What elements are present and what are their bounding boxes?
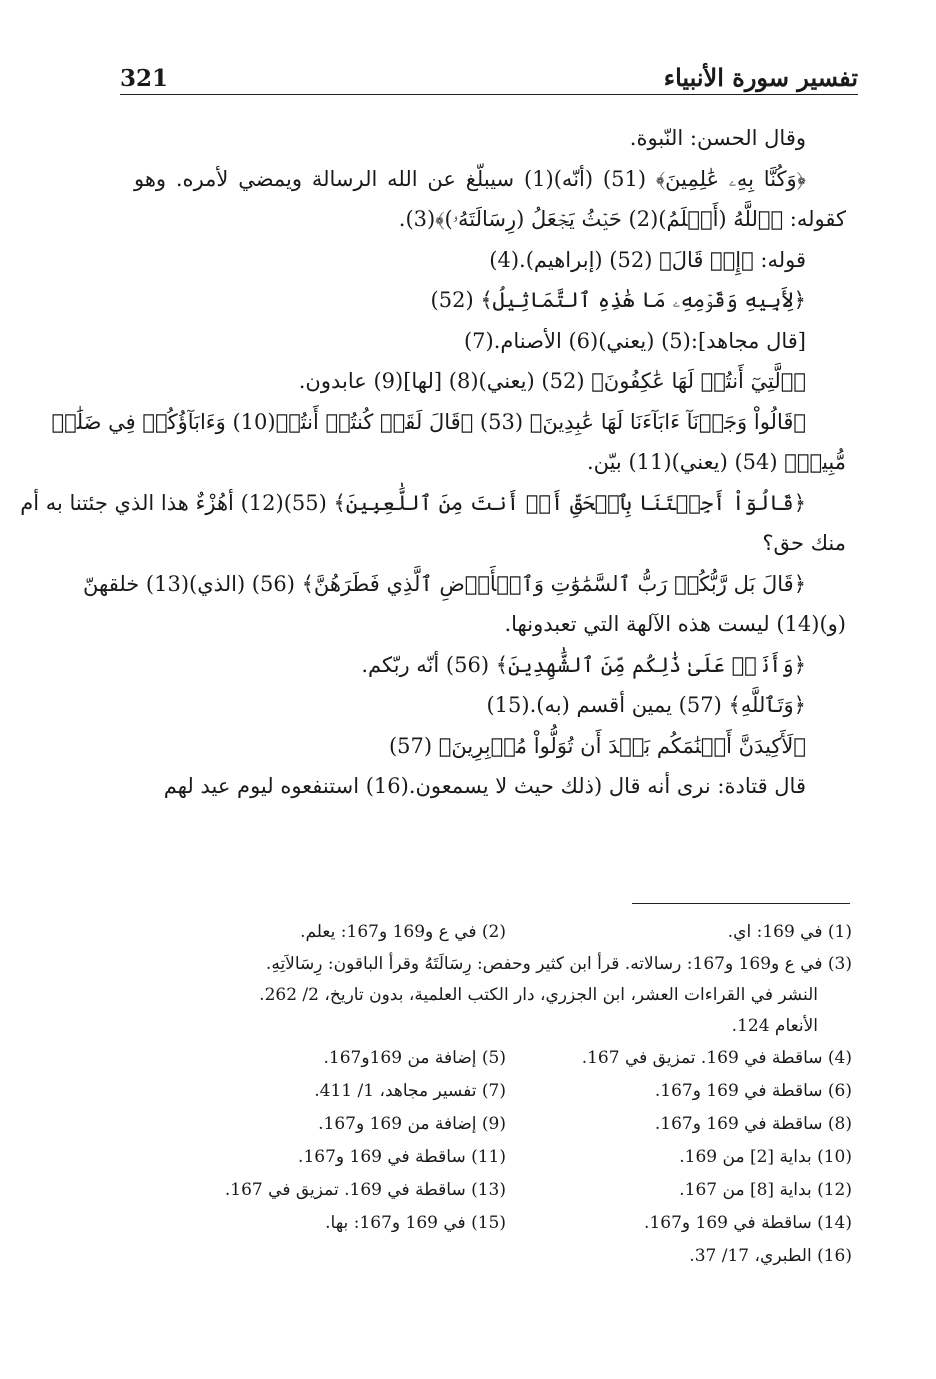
chapter-title: تفسير سورة الأنبياء — [663, 63, 858, 92]
footnote-continuation: الأنعام 124. — [731, 1016, 818, 1036]
footnote-row — [140, 1042, 852, 1075]
footnote-row — [140, 1108, 852, 1141]
footnote-row — [140, 1207, 852, 1240]
footnote: (13) ساقطة في 169. تمزيق في 167. — [224, 1180, 506, 1200]
body-line: ﴿لَأَكِيدَنَّ أَصۡنَٰمَكُم بَعۡدَ أَن تُوَلُّواْ مُدۡبِرِينَ﴾ (57) — [388, 733, 806, 758]
footnote: (10) بداية [2] من 169. — [679, 1147, 852, 1167]
body-line: ﴿وَكُنَّا بِهِۦ عَٰلِمِينَ﴾ (51) (أنّه)(1) سيبلّغ عن الله الرسالة ويمضي لأمره. وهو — [134, 166, 806, 191]
footnote: (2) في ع و169 و167: يعلم. — [300, 922, 506, 942]
footnote-row — [140, 1141, 852, 1174]
footnote-row — [140, 1075, 852, 1108]
body-line: ﴿لِأَبِيهِ وَقَوۡمِهِۦ مَا هَٰذِهِ ٱلتَّمَاثِيلُ﴾ (52) — [430, 288, 806, 312]
footnote: (16) الطبري، 17/ 37. — [689, 1246, 852, 1266]
body-line: ﴿قَالُوٓاْ أَجِئۡتَنَا بِٱلۡحَقِّ أَمۡ أَنتَ مِنَ ٱللَّٰعِبِينَ﴾ (55)(12) أهُزْءٌ هذا الذي جئتنا به أم — [20, 490, 806, 515]
body-line: مُّبِينٖ﴾ (54) (يعني)(11) بيّن. — [586, 450, 846, 474]
header-rule — [120, 94, 858, 95]
body-line: ﴿قَالُواْ وَجَدۡنَآ ءَابَآءَنَا لَهَا عَٰبِدِينَ﴾ (53) ﴿قَالَ لَقَدۡ كُنتُمۡ أَنتُمۡ(10) وَءَابَآؤُكُمۡ فِي ضَلَٰلٖ — [51, 409, 806, 434]
footnote: (11) ساقطة في 169 و167. — [298, 1147, 506, 1167]
footnote-row — [140, 916, 852, 949]
body-line: (و)(14) ليست هذه الآلهة التي تعبدونها. — [504, 612, 846, 636]
footnote-row — [140, 1174, 852, 1207]
body-line: ﴿قَالَ بَل رَّبُّكُمۡ رَبُّ ٱلسَّمَٰوَٰتِ وَٱلۡأَرۡضِ ٱلَّذِي فَطَرَهُنَّ﴾ (56) (الذي)(13) خلقهنّ — [83, 571, 806, 596]
footnote: (14) ساقطة في 169 و167. — [644, 1213, 852, 1233]
footnote-row — [140, 1240, 852, 1273]
footnote — [140, 1240, 506, 1273]
body-line: قوله: ﴿إِذۡ قَالَ﴾ (52) (إبراهيم).(4) — [489, 247, 806, 272]
body-line: وقال الحسن: النّبوة. — [629, 126, 806, 150]
footnote-rule — [632, 903, 850, 904]
body-line: ﴿ٱلَّتِيٓ أَنتُمۡ لَهَا عَٰكِفُونَ﴾ (52) (يعني)(8) [لها](9) عابدون. — [298, 369, 806, 393]
body-line: قال قتادة: نرى أنه قال (ذلك حيث لا يسمعون.(16) استنفعوه ليوم عيد لهم — [163, 774, 806, 798]
footnote: (9) إضافة من 169 و167. — [318, 1114, 506, 1134]
footnote: (12) بداية [8] من 167. — [679, 1180, 852, 1200]
footnote-continuation: النشر في القراءات العشر، ابن الجزري، دار الكتب العلمية، بدون تاريخ، 2/ 262. — [259, 985, 818, 1005]
footnote: (5) إضافة من 169و167. — [323, 1048, 506, 1068]
footnote: (3) في ع و169 و167: رسالاته. قرأ ابن كثير وحفص: رِسَالَتَهُ وقرأ الباقون: رِسَالاَتِهِ. — [265, 954, 852, 974]
footnote: (1) في 169: اي. — [727, 922, 852, 942]
body-line: منك حق؟ — [762, 531, 846, 555]
body-line: ﴿وَأَنَا۠ عَلَىٰ ذَٰلِكُم مِّنَ ٱلشَّٰهِدِينَ﴾ (56) أنّه ربّكم. — [361, 652, 806, 677]
footnote: (8) ساقطة في 169 و167. — [654, 1114, 852, 1134]
body-line: كقوله: ﴿ٱللَّهُ (أَعۡلَمُ)(2) حَيۡثُ يَجۡعَلُ (رِسَالَتَهُۥ)﴾(3). — [398, 207, 846, 231]
footnote: (7) تفسير مجاهد، 1/ 411. — [314, 1081, 506, 1101]
footnote: (15) في 169 و167: بها. — [325, 1213, 506, 1233]
footnotes — [140, 916, 852, 1273]
footnote: (6) ساقطة في 169 و167. — [654, 1081, 852, 1101]
body-line: [قال مجاهد]:(5) (يعني)(6) الأصنام.(7) — [463, 328, 806, 353]
page-number: 321 — [120, 65, 169, 92]
body-line: ﴿وَتَٱللَّهِ﴾ (57) يمين أقسم (به).(15) — [486, 693, 806, 717]
body-text — [20, 118, 846, 807]
running-header — [120, 52, 858, 92]
footnote: (4) ساقطة في 169. تمزيق في 167. — [581, 1048, 852, 1068]
